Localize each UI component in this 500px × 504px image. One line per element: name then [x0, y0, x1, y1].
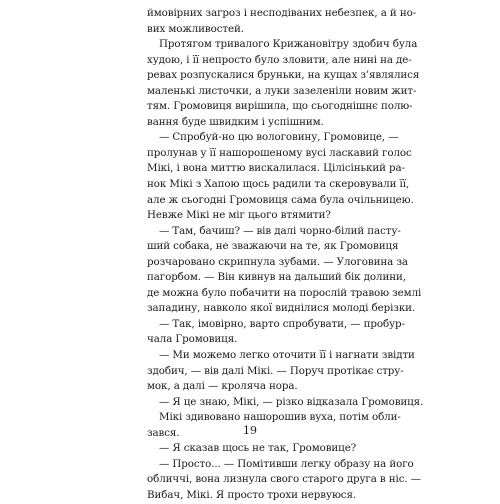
- text-line: мок, а далі — кроляча нора.: [147, 380, 298, 393]
- text-line: Невже Мікі не міг цього втямити?: [147, 209, 331, 222]
- text-line: нок Мікі з Хапою щось радили та скеровували її,: [147, 178, 410, 191]
- text-line: вих можливостей.: [147, 22, 244, 35]
- text-line: маленькі листочки, а луки зазеленіли новим жит-: [147, 84, 417, 97]
- text-line: пролунав у її нашорошеному вусі ласкавий голос: [147, 146, 412, 159]
- text-line: обличчі, вона лизнула свого старого друга в ніс. —: [147, 473, 421, 486]
- text-line: вання буде швидким і успішним.: [147, 115, 324, 128]
- text-line: чала Громовиця.: [147, 333, 238, 346]
- text-line: ревах розпускалися бруньки, на кущах з’являлися: [147, 69, 420, 82]
- text-line: — Я це знаю, Мікі, — різко відказала Громовиця.: [159, 395, 424, 408]
- text-line: розчаровано скрипнула зубами. — Улоговина за: [147, 255, 408, 268]
- text-line: — Там, бачиш? — вів далі чорно-білий пасту-: [159, 224, 401, 237]
- text-line: пагорбом. — Він кивнув на дальший бік долини,: [147, 271, 406, 284]
- text-line: зався.: [147, 426, 180, 439]
- text-line: ймовірних загроз і несподіваних небезпек, а й но-: [147, 7, 417, 19]
- text-line: — Так, імовірно, варто спробувати, — пробур-: [159, 317, 405, 330]
- text-line: — Просто... — Помітивши легку образу на його: [159, 457, 414, 470]
- text-line: здобич, — вів далі Мікі. — Поруч протікає стру-: [147, 364, 404, 377]
- text-line: худою, і її непросто було зловити, але нині на де-: [147, 53, 412, 66]
- text-line: — Ми можемо легко оточити її і нагнати звідти: [159, 349, 415, 362]
- text-line: Протягом тривалого Крижановітру здобич була: [159, 38, 418, 51]
- text-line: — Я сказав щось не так, Громовице?: [159, 442, 357, 455]
- text-line: Мікі здивовано нашорошив вуха, потім обли-: [159, 411, 401, 424]
- page-number: 19: [243, 424, 257, 437]
- text-line: — Спробуй-но цю вологовину, Громовице, —: [159, 131, 399, 144]
- text-line: западину, навколо якої виднілися молоді берізки.: [147, 302, 416, 315]
- text-line: тям. Громовиця вирішила, що сьогоднішнє полю-: [147, 100, 413, 113]
- text-line: ший собака, не зважаючи на те, як Громовиця: [147, 240, 399, 253]
- text-line: Мікі, і вона миттю вискалилася. Цілісінький ра-: [147, 162, 405, 175]
- text-line: де можна було побачити на порослій травою землі: [147, 286, 422, 299]
- text-line: Вибач, Мікі. Я просто трохи нервуюся.: [147, 488, 357, 501]
- text-line: але ж сьогодні Громовиця сама була очільницею.: [147, 193, 414, 206]
